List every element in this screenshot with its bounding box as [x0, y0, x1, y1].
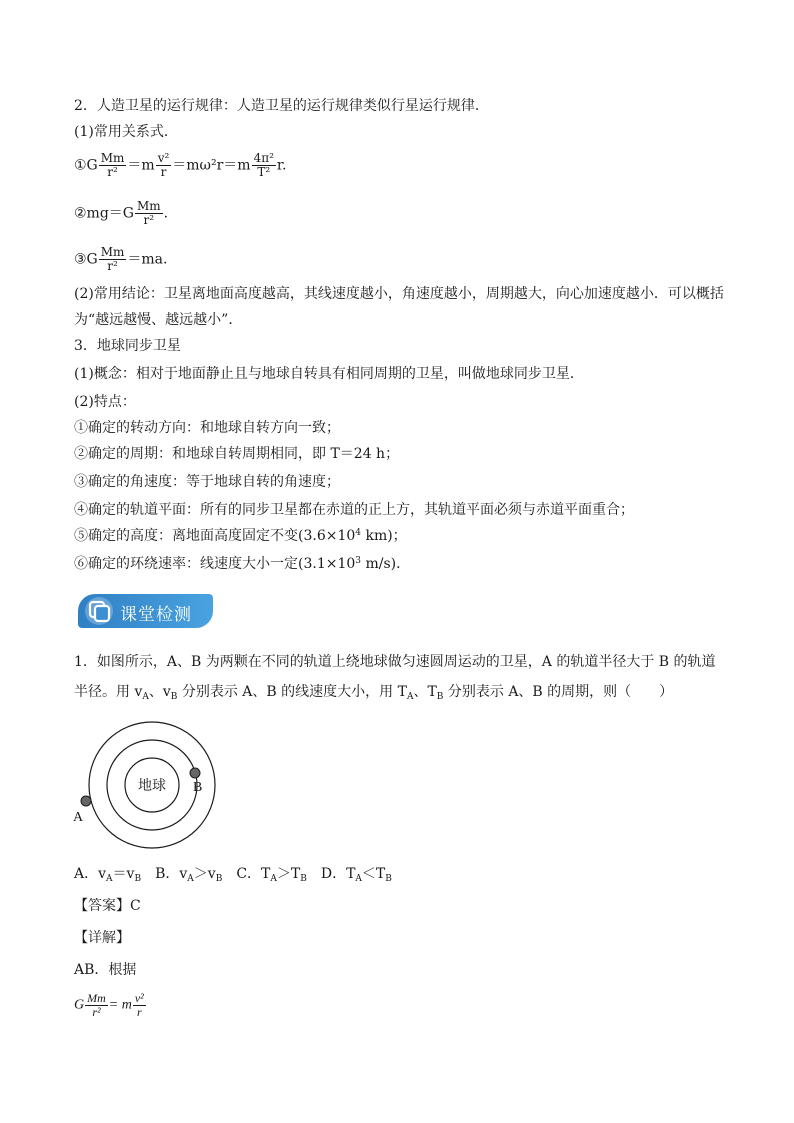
conclusion-line-1: (2)常用结论：卫星离地面高度越高，其线速度越小，角速度越小，周期越大，向心加速度越小．可以概括	[74, 286, 724, 302]
formula-3: ③G $\frac{Mm}{\text{r²}}$ ＝ma.	[74, 245, 168, 273]
detail-root: AB．根据	[74, 962, 137, 978]
satellite-b	[190, 768, 200, 778]
section3-concept: (1)概念：相对于地面静止且与地球自转具有相同周期的卫星，叫做地球同步卫星．	[74, 366, 584, 382]
formula-2: ②mg＝G $\frac{Mm}{\text{r²}}$ .	[74, 199, 169, 227]
formula-1-prefix: ①G	[74, 157, 98, 174]
detail-equation: G $\frac{Mm}{\text{r²}}$ = m $\frac{\text{v²}}{r}$	[74, 991, 144, 1019]
question-1-line-2: 半径。用 $v_A$、$v_B$ 分别表示 A、B 的线速度大小，用 $T_A$、$T_B$ 分别表示 A、B 的周期，则（ ）	[74, 684, 674, 702]
detail-heading: 【详解】	[74, 930, 130, 946]
section2-heading: 2．人造卫星的运行规律：人造卫星的运行规律类似行星运行规律．	[74, 98, 489, 114]
answer: 【答案】C	[74, 898, 141, 914]
feature-item: ③确定的角速度：等于地球自转的角速度；	[74, 474, 340, 490]
section-banner	[78, 594, 213, 628]
fraction: $\frac{Mm}{\text{r²}}$	[100, 245, 125, 273]
orbit-figure	[70, 720, 230, 850]
conclusion-line-2: 为“越远越慢、越远越小”．	[74, 312, 243, 328]
formula-1: ①G $\frac{Mm}{\text{r²}}$ ＝m $\frac{\text{v²}}{r}$ ＝mω²r＝m $\frac{\text{4π²}}{\text{T²}}$ r.	[74, 151, 287, 179]
question-1-options: A．$v_A=v_B$ B．$v_A>v_B$ C．$T_A>T_B$ D．$T_A<T_B$	[74, 866, 392, 884]
feature-item: ②确定的周期：和地球自转周期相同，即 T＝24 h；	[74, 446, 400, 462]
banner-label: 课堂检测	[120, 605, 192, 625]
fraction: $\frac{Mm}{\text{r²}}$	[87, 991, 106, 1019]
copy-pages-icon	[82, 596, 116, 626]
feature-item: ①确定的转动方向：和地球自转方向一致；	[74, 420, 340, 436]
fraction: $\frac{Mm}{\text{r²}}$	[136, 199, 161, 227]
earth-label: 地球	[138, 778, 166, 794]
fraction: $\frac{\text{v²}}{r}$	[134, 991, 144, 1019]
section3-heading: 3．地球同步卫星	[74, 338, 181, 354]
section2-sub1: (1)常用关系式．	[74, 124, 178, 140]
satellite-a	[81, 796, 91, 806]
fraction: $\frac{Mm}{\text{r²}}$	[100, 151, 125, 179]
section3-features: (2)特点：	[74, 394, 136, 410]
label-a: A	[73, 810, 84, 825]
feature-item-height: ⑤确定的高度：离地面高度固定不变($3.6\times 10^4$ km)；	[74, 528, 407, 544]
label-b: B	[193, 780, 203, 795]
feature-item-speed: ⑥确定的环绕速率：线速度大小一定($3.1\times 10^3$ m/s)．	[74, 556, 411, 572]
fraction: $\frac{\text{v²}}{r}$	[157, 151, 170, 179]
question-1-line-1: 1．如图所示，A、B 为两颗在不同的轨道上绕地球做匀速圆周运动的卫星，A 的轨道半径大于 B 的轨道	[74, 654, 716, 670]
feature-item: ④确定的轨道平面：所有的同步卫星都在赤道的正上方，其轨道平面必须与赤道平面重合；	[74, 502, 634, 518]
fraction: $\frac{\text{4π²}}{\text{T²}}$	[253, 151, 274, 179]
